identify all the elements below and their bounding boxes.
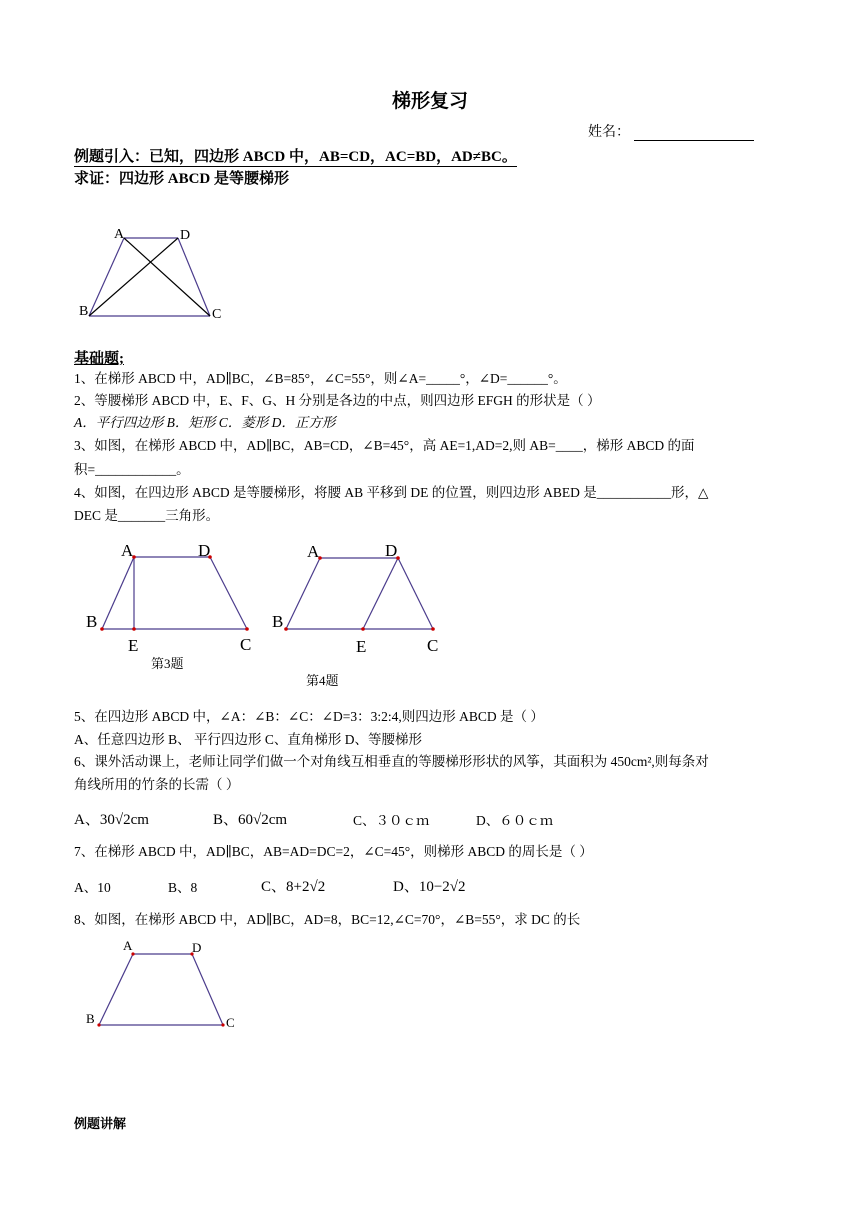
fig8-label-a: A	[123, 938, 133, 953]
fig4-point-c	[431, 627, 435, 631]
fig8-label-b: B	[86, 1011, 95, 1026]
question-5: 5、在四边形 ABCD 中，∠A：∠B：∠C：∠D=3：3:2:4,则四边形 ABCD 是（ ）	[74, 709, 544, 724]
fig4-label-d: D	[385, 541, 398, 560]
fig4-point-e	[361, 627, 365, 631]
fig3-label-b: B	[86, 612, 98, 631]
question-7-option-a: A、10	[74, 880, 111, 895]
name-field[interactable]	[588, 121, 754, 141]
fig3-point-e	[132, 627, 136, 631]
question-6-line2: 角线所用的竹条的长需（ ）	[74, 777, 240, 792]
fig3-caption: 第3题	[151, 656, 184, 671]
question-6-option-b: B、60√2cm	[213, 812, 288, 828]
fig4-edge-ab	[286, 558, 320, 629]
diagonal-ac	[124, 238, 210, 316]
fig4-caption: 第4题	[306, 673, 339, 688]
fig8-edge-ab	[99, 954, 133, 1025]
question-4-line2: DEC 是_______三角形。	[74, 508, 220, 523]
fig4-edge-dc	[398, 558, 433, 629]
fig4-label-e: E	[356, 637, 367, 656]
fig3-point-c	[245, 627, 249, 631]
fig8-edge-dc	[192, 954, 223, 1025]
fig4-label-c: C	[427, 636, 439, 655]
figure-3	[82, 536, 262, 676]
fig3-edge-dc	[210, 557, 247, 629]
question-6-option-d: D、６０ｃｍ	[476, 813, 554, 828]
diagonal-bd	[89, 238, 178, 316]
question-7-option-d: D、10−2√2	[393, 879, 466, 895]
fig8-point-b	[97, 1023, 100, 1026]
figure-4	[268, 536, 458, 694]
fig4-label-b: B	[272, 612, 284, 631]
question-7-option-b: B、8	[168, 880, 198, 895]
name-blank[interactable]	[634, 126, 754, 141]
fig4-edge-de	[363, 558, 398, 629]
question-6-line1: 6、课外活动课上，老师让同学们做一个对角线互相垂直的等腰梯形形状的风筝，其面积为 450cm²,则每条对	[74, 754, 709, 769]
fig3-label-d: D	[198, 541, 211, 560]
edge-dc	[178, 238, 210, 316]
question-3-line1: 3、如图，在梯形 ABCD 中，AD∥BC，AB=CD，∠B=45°，高 AE=1,AD=2,则 AB=____，梯形 ABCD 的面	[74, 438, 695, 453]
fig4-label-a: A	[307, 542, 320, 561]
basic-heading: 基础题;	[74, 351, 124, 367]
example-explanation-heading: 例题讲解	[74, 1116, 127, 1131]
fig3-edge-ab	[102, 557, 134, 629]
fig8-label-d: D	[192, 940, 202, 955]
intro-statement: 例题引入：已知，四边形 ABCD 中，AB=CD，AC=BD，AD≠BC。	[74, 145, 517, 167]
question-6-option-a: A、30√2cm	[74, 812, 149, 828]
page-title: 梯形复习	[391, 91, 468, 112]
question-2-options: A．平行四边形 B．矩形 C．菱形 D．正方形	[74, 415, 336, 430]
question-4-line1: 4、如图，在四边形 ABCD 是等腰梯形，将腰 AB 平移到 DE 的位置，则四边形 ABED 是___________形，△	[74, 485, 709, 500]
question-1: 1、在梯形 ABCD 中，AD∥BC，∠B=85°，∠C=55°，则∠A=_____°，∠D=______°。	[74, 371, 567, 386]
label-d: D	[180, 228, 191, 243]
figure-8	[82, 934, 252, 1034]
question-7-option-c: C、8+2√2	[261, 879, 326, 895]
fig8-label-c: C	[226, 1015, 235, 1030]
question-7: 7、在梯形 ABCD 中，AD∥BC，AB=AD=DC=2，∠C=45°，则梯形 ABCD 的周长是（ ）	[74, 844, 593, 859]
fig3-point-b	[100, 627, 104, 631]
question-3-line2: 积=____________。	[74, 462, 190, 477]
question-8: 8、如图，在梯形 ABCD 中，AD∥BC，AD=8，BC=12,∠C=70°，∠B=55°，求 DC 的长	[74, 912, 581, 927]
question-2: 2、等腰梯形 ABCD 中，E、F、G、H 分别是各边的中点，则四边形 EFGH 的形状是（ ）	[74, 393, 601, 408]
question-5-options: A、任意四边形 B、 平行四边形 C、直角梯形 D、等腰梯形	[74, 732, 423, 747]
edge-ab	[89, 238, 124, 316]
fig4-point-b	[284, 627, 288, 631]
label-a: A	[114, 227, 125, 242]
fig8-point-c	[221, 1023, 224, 1026]
question-6-option-c: C、３０ｃｍ	[353, 813, 430, 828]
intro-trapezoid-figure	[74, 222, 234, 327]
fig3-label-a: A	[121, 541, 134, 560]
label-c: C	[212, 307, 222, 322]
fig3-label-c: C	[240, 635, 252, 654]
name-label: 姓名：	[588, 125, 630, 140]
label-b: B	[79, 304, 89, 319]
prove-statement: 求证：四边形 ABCD 是等腰梯形	[74, 171, 290, 187]
fig3-label-e: E	[128, 636, 139, 655]
